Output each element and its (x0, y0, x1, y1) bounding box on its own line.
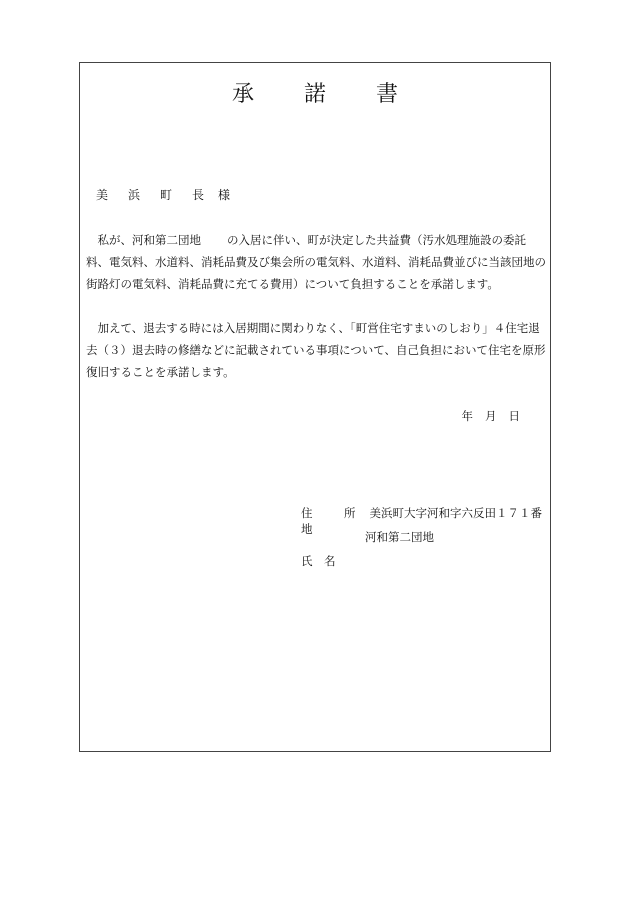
consent-paragraph-1 (86, 229, 546, 295)
address-label: 住 所 (301, 506, 366, 520)
document-title: 承 諾 書 (231, 82, 412, 107)
consent-paragraph-2: 加えて、退去する時には入居期間に関わりなく、「町営住宅すまいのしおり」４住宅退去（３）退去時の修繕などに記載されている事項について、自己負担において住宅を原形復旧することを承諾します。 (86, 321, 546, 379)
day-label: 日 (508, 409, 520, 423)
addressee-name: 美 浜 町 長 (96, 188, 209, 202)
year-label: 年 (461, 409, 473, 423)
paragraph1-rest: の入居に伴い、町が決定した共益費（汚水処理施設の委託料、電気料、水道料、消耗品費及び集会所の電気料、水道料、消耗品費並びに当該団地の街路灯の電気料、消耗品費に充てる費用）について負担することを承諾します。 (86, 233, 546, 291)
document-frame (79, 62, 551, 752)
name-label: 氏 名 (301, 554, 336, 568)
honorific: 様 (218, 188, 235, 202)
paragraph1-start: 私が、河和第二団地 (97, 233, 201, 247)
date-line (452, 408, 521, 424)
address-line-2: 河和第二団地 (365, 530, 434, 544)
addressee (96, 186, 234, 203)
address-line-1: 美浜町大字河和字六反田１７１番地 (301, 506, 542, 536)
month-label: 月 (485, 409, 497, 423)
